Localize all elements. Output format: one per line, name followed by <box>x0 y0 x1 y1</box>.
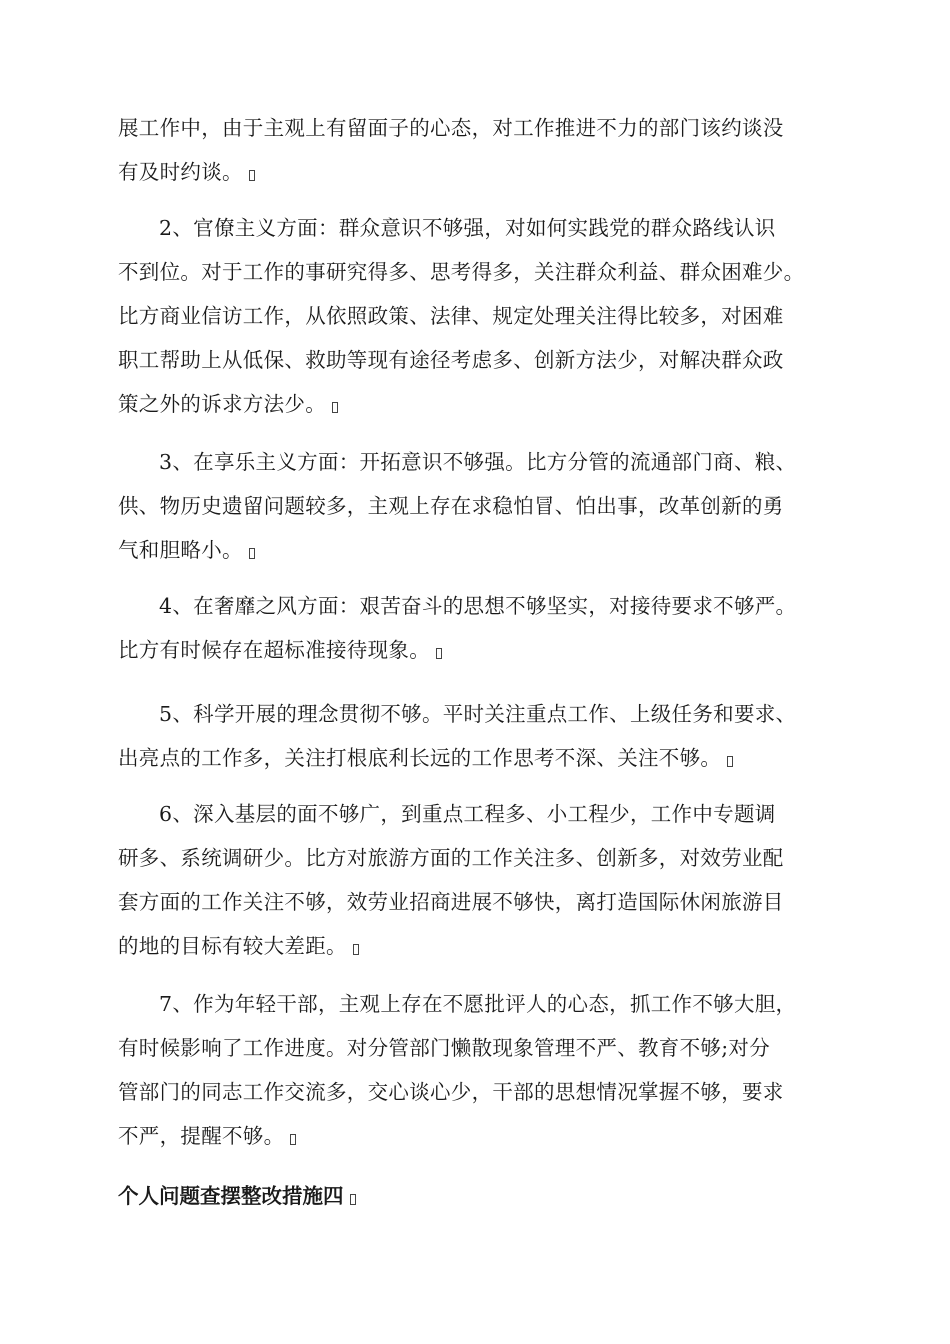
paragraph-line: 不到位。对于工作的事研究得多、思考得多，关注群众利益、群众困难少。 <box>118 260 805 284</box>
paragraph-line: 的地的目标有较大差距。 <box>118 934 347 958</box>
section-heading <box>118 1174 356 1218</box>
paragraph-line: 研多、系统调研少。比方对旅游方面的工作关注多、创新多，对效劳业配 <box>118 846 784 870</box>
section-heading-text: 个人问题查摆整改措施四 <box>118 1184 344 1208</box>
paragraph-line: 3、在享乐主义方面：开拓意识不够强。比方分管的流通部门商、粮、 <box>159 450 797 474</box>
paragraph-line: 不严，提醒不够。 <box>118 1124 285 1148</box>
paragraph-line: 策之外的诉求方法少。 <box>118 392 326 416</box>
paragraph-line: 比方有时候存在超标准接待现象。 <box>118 638 430 662</box>
paragraph-line: 4、在奢靡之风方面：艰苦奋斗的思想不够坚实，对接待要求不够严。 <box>159 594 797 618</box>
paragraph-5 <box>118 692 858 780</box>
paragraph-line: 展工作中，由于主观上有留面子的心态，对工作推进不力的部门该约谈没 <box>118 116 784 140</box>
paragraph-1 <box>118 106 858 194</box>
paragraph-4 <box>118 584 858 672</box>
paragraph-mark-icon <box>249 170 255 181</box>
paragraph-line: 职工帮助上从低保、救助等现有途径考虑多、创新方法少，对解决群众政 <box>118 348 784 372</box>
paragraph-line: 管部门的同志工作交流多，交心谈心少，干部的思想情况掌握不够，要求 <box>118 1080 784 1104</box>
paragraph-mark-icon <box>436 648 442 659</box>
paragraph-6 <box>118 792 858 968</box>
paragraph-mark-icon <box>332 402 338 413</box>
paragraph-line: 5、科学开展的理念贯彻不够。平时关注重点工作、上级任务和要求、 <box>159 702 797 726</box>
paragraph-line: 套方面的工作关注不够，效劳业招商进展不够快，离打造国际休闲旅游目 <box>118 890 784 914</box>
paragraph-mark-icon <box>249 548 255 559</box>
paragraph-line: 2、官僚主义方面：群众意识不够强，对如何实践党的群众路线认识 <box>159 216 776 240</box>
paragraph-line: 气和胆略小。 <box>118 538 243 562</box>
paragraph-mark-icon <box>290 1134 296 1145</box>
paragraph-line: 有及时约谈。 <box>118 160 243 184</box>
paragraph-line: 有时候影响了工作进度。对分管部门懒散现象管理不严、教育不够;对分 <box>118 1036 771 1060</box>
paragraph-line: 供、物历史遗留问题较多，主观上存在求稳怕冒、怕出事，改革创新的勇 <box>118 494 784 518</box>
paragraph-line: 7、作为年轻干部，主观上存在不愿批评人的心态，抓工作不够大胆， <box>159 992 797 1016</box>
paragraph-line: 出亮点的工作多，关注打根底利长远的工作思考不深、关注不够。 <box>118 746 722 770</box>
paragraph-mark-icon <box>353 944 359 955</box>
paragraph-line: 比方商业信访工作，从依照政策、法律、规定处理关注得比较多，对困难 <box>118 304 784 328</box>
paragraph-mark-icon <box>350 1194 356 1205</box>
paragraph-line: 6、深入基层的面不够广，到重点工程多、小工程少，工作中专题调 <box>159 802 776 826</box>
paragraph-7 <box>118 982 858 1158</box>
paragraph-3 <box>118 440 858 572</box>
paragraph-2 <box>118 206 858 426</box>
paragraph-mark-icon <box>727 756 733 767</box>
